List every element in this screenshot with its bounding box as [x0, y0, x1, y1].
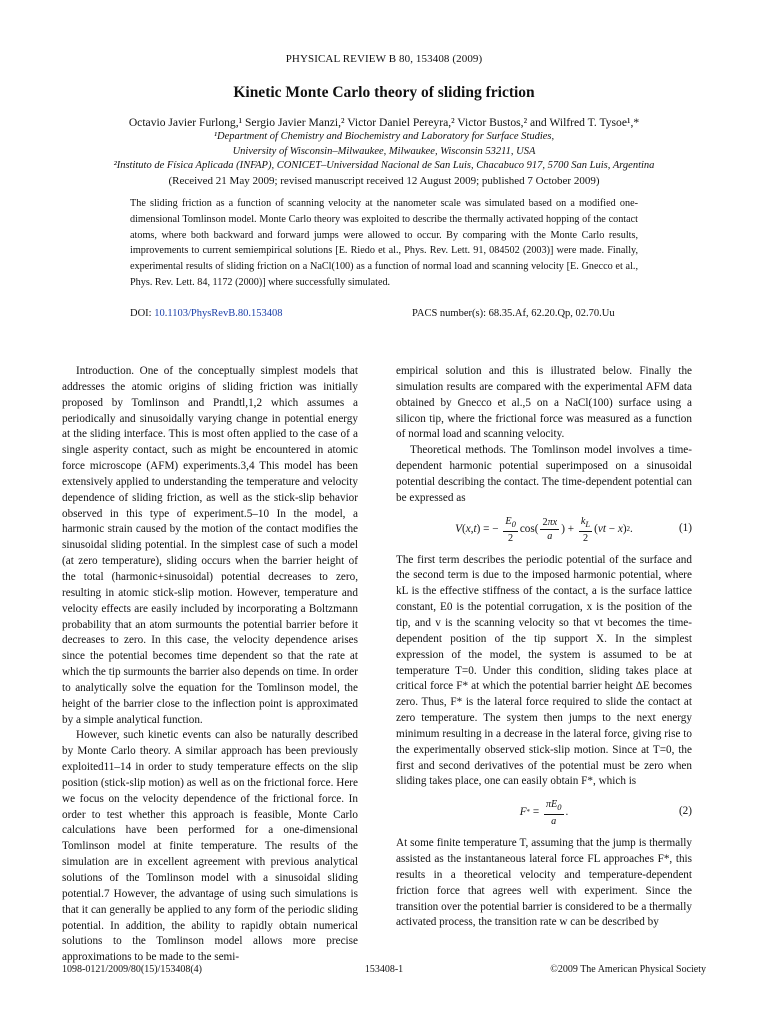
right-paragraph-1: empirical solution and this is illustrated below. Finally the simulation results are compared with the experimental AFM data obtained by Gnecco et al.,5 on a NaCl(100) surface using a silicon tip, where the frictional force was measured as a function of normal load and scanning velocity. [396, 365, 692, 441]
equation-1: V ( x , t ) = − $\frac{E_0}{2}$ cos ( $\frac{2\pi x}{a}$ ) + $\frac{k_L}{2}$ ( vt − x ) 2 . (1) [455, 515, 692, 544]
kinetic-paragraph: However, such kinetic events can also be naturally described by Monte Carlo theory. A similar approach has been previously exploited11–14 in order to study temperature effects on the slip position (stick-slip motion) as well as on the frictional force. Here we focus on the velocity dependence of the frictional force. In order to test whether this approach is feasible, Monte Carlo calculations have been performed for a one-dimensional Tomlinson model at finite temperature. The results of the simulation are in excellent agreement with previous analytical solutions of the Tomlinson model with a sinusoidal sliding potential.7 However, the advantage of using such simulations is that it can generally be applied to any form of the periodic sliding potential. In addition, the ability to rapidly obtain numerical solutions to the Tomlinson model allows more precise approximations to be made to the semi- [62, 729, 358, 964]
doi-line [130, 308, 282, 319]
paper-title: Kinetic Monte Carlo theory of sliding friction [233, 84, 535, 101]
affiliation-1: ¹Department of Chemistry and Biochemistry and Laboratory for Surface Studies, [213, 131, 555, 142]
affiliation-1-address: University of Wisconsin–Milwaukee, Milwaukee, Wisconsin 53211, USA [232, 146, 536, 157]
equation-2-number: (2) [678, 805, 692, 818]
intro-paragraph: Introduction. One of the conceptually simplest models that addresses the atomic origins of sliding friction was initially proposed by Tomlinson and Prandtl,1,2 which assumes a periodically and sinusoidally varying change in potential energy at the sliding interface. This is most often applied to the case of a single asperity contact, such as might be encountered in atomic force microscope (AFM) experiments.3,4 This model has been extensively applied to understanding the temperature and velocity dependence of sliding friction, as well as the stick-slip behavior observed in this type of experiment.5–10 In the model, a harmonic strain caused by the motion of the contact modifies the sinusoidal sliding potential. In the simplest case of such a model (at zero temperature), sliding occurs when the barrier height of the total (harmonic+sinusoidal) potential decreases to zero, resulting in atomic stick-slip motion. However, temperature and velocity effects are easily included by incorporating a Boltzmann probability that an atom surmounts the potential barrier before it decreases to zero. In this case, the velocity dependence arises since the potential becomes time dependent so that the rate at which the tip surmounts the barrier also depends on time. In order to analytically solve the equation for the Tomlinson model, the height of the barrier close to the inflection point is approximated by a simple analytical function. [62, 365, 358, 726]
author-list: Octavio Javier Furlong,¹ Sergio Javier Manzi,² Victor Daniel Pereyra,² Victor Bustos,² and Wilfred T. Tysoe¹,* [128, 116, 640, 129]
finite-temperature-paragraph: At some finite temperature T, assuming that the jump is thermally assisted as the instantaneous lateral force FL approaches F*, this results in a theoretical velocity and temperature-dependent friction force that agrees well with experiment. Since the transition over the potential barrier is considered to be a thermally activated process, the transition rate w can be described by [396, 837, 692, 929]
pacs-numbers: PACS number(s): 68.35.Af, 62.20.Qp, 02.70.Uu [412, 308, 615, 319]
doi-label: DOI: [130, 308, 152, 319]
first-term-paragraph: The first term describes the periodic potential of the surface and the second term is due to the imposed harmonic potential, where kL is the effective stiffness of the contact, a is the surface lattice constant, E0 is the potential corrugation, x is the position of the tip, and v is the scanning velocity so that vt becomes the time-dependent position of the tip support X. In the simplest expression of the model, the system is assumed to be at temperature T=0. Under this condition, sliding takes place at critical force F* at which the potential barrier height ΔE becomes zero. Thus, F* is the lateral force required to slide the contact at zero temperature. The system then jumps to the next energy minimum resulting in a decrease in the lateral force, giving rise to the experimentally observed stick-slip motion. Since at T=0, the first and second derivatives of the potential must be zero when sliding takes place, one can easily obtain F*, which is [396, 553, 692, 788]
received-dates: (Received 21 May 2009; revised manuscript received 12 August 2009; published 7 October 2009) [168, 175, 600, 187]
doi-link[interactable]: 10.1103/PhysRevB.80.153408 [154, 308, 283, 319]
footer-issn: 1098-0121/2009/80(15)/153408(4) [62, 964, 202, 975]
left-column [62, 364, 358, 966]
footer-copyright: ©2009 The American Physical Society [550, 964, 706, 975]
equation-1-number: (1) [678, 521, 692, 534]
journal-header: PHYSICAL REVIEW B 80, 153408 (2009) [285, 53, 483, 65]
affiliation-2: ²Instituto de Física Aplicada (INFAP), CONICET–Universidad Nacional de San Luis, Chacabuco 917, 5700 San Luis, Argentina [113, 160, 655, 171]
abstract: The sliding friction as a function of scanning velocity at the nanometer scale was simulated based on a modified one-dimensional Tomlinson model. Monte Carlo theory was exploited to describe the thermally activated hopping of the contact atoms, where both backward and forward jumps were allowed to occur. By comparing with the Monte Carlo results, improvements to current semiempirical solutions [E. Riedo et al., Phys. Rev. Lett. 91, 084502 (2003)] were made. Finally, experimental results of sliding friction on a NaCl(100) as a function of normal load and scanning velocity [E. Gnecco et al., Phys. Rev. Lett. 84, 1172 (2000)] where successfully simulated. [130, 198, 638, 288]
footer-page-number: 153408-1 [364, 964, 404, 975]
equation-2: F * = $\frac{\pi E_0}{a}$ . (2) [519, 799, 692, 828]
right-column [396, 364, 692, 931]
methods-paragraph: Theoretical methods. The Tomlinson model involves a time-dependent harmonic potential superimposed on a sinusoidal potential describing the contact. The time-dependent potential can be expressed as [396, 444, 692, 504]
